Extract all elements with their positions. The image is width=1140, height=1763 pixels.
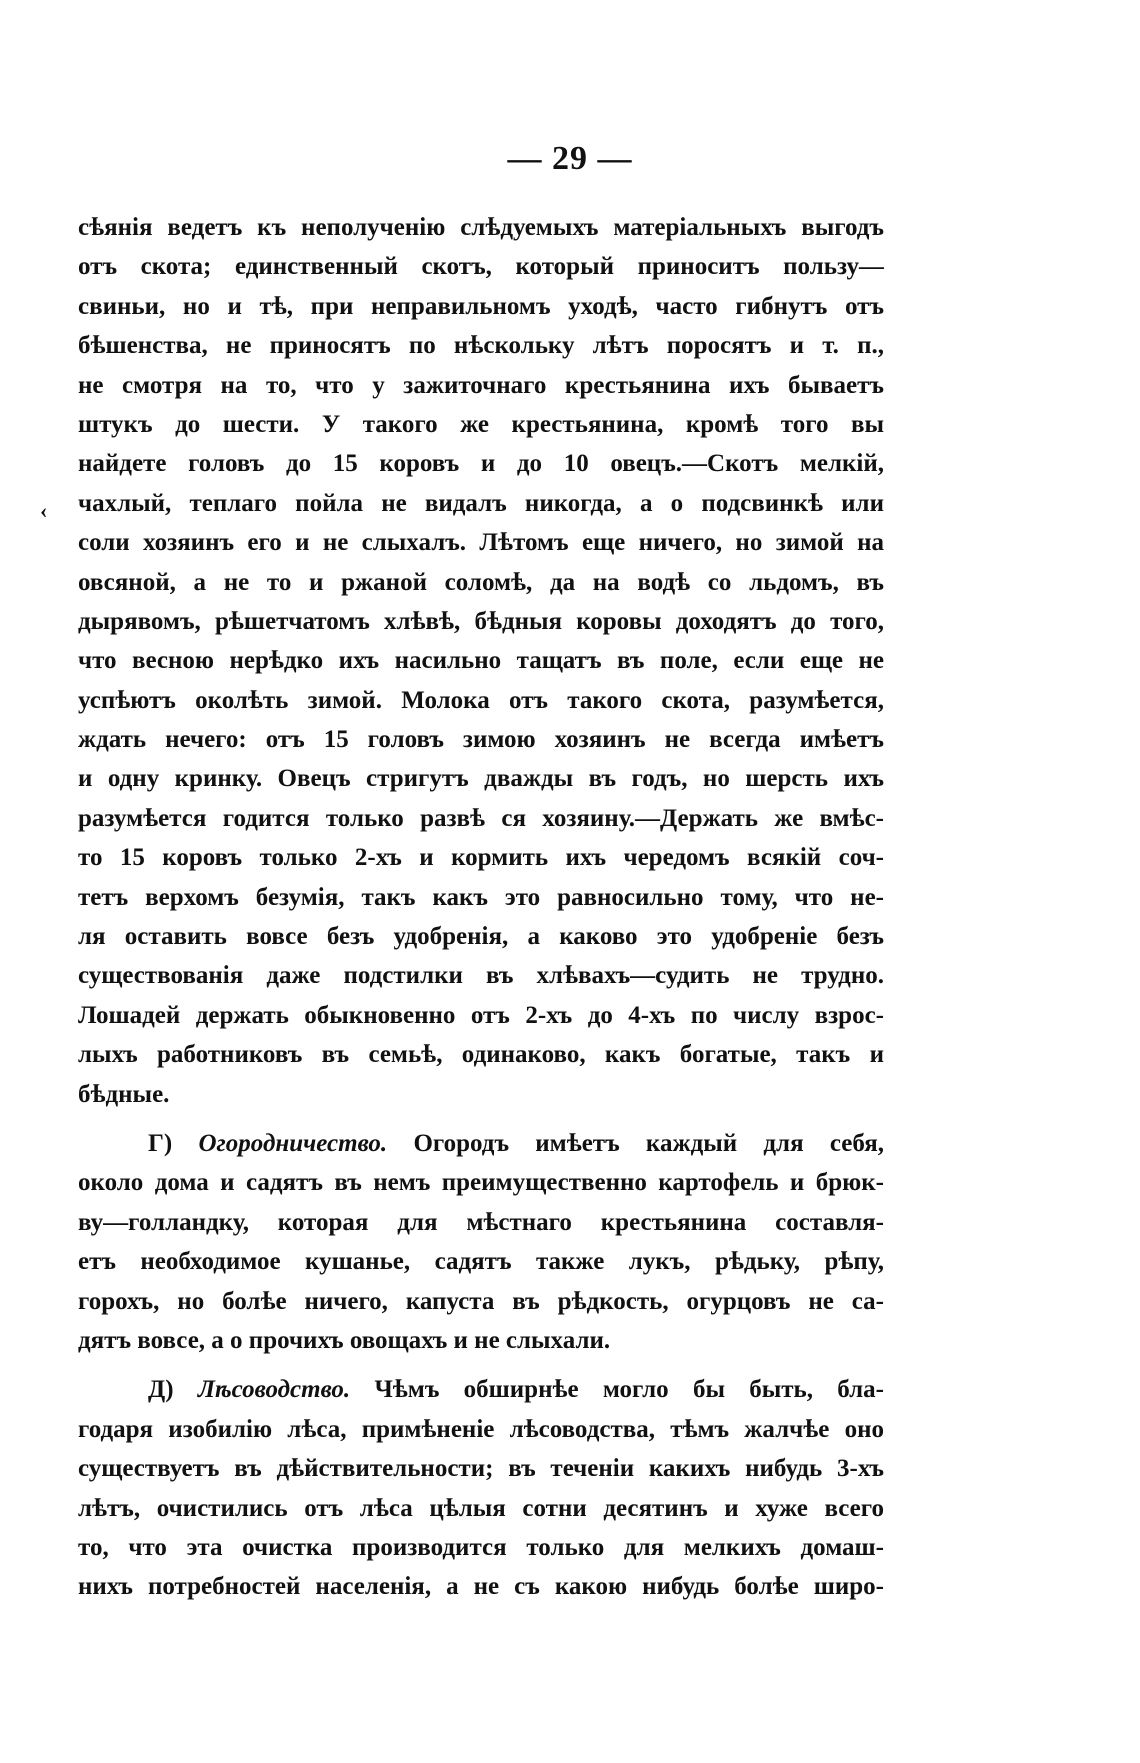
section-gardening: [78, 1124, 884, 1360]
text-line: ля оставить вовсе безъ удобренія, а каково это удобреніе безъ: [78, 923, 884, 951]
text-line: что весною нерѣдко ихъ насильно тащатъ въ поле, если еще не: [78, 647, 884, 675]
text-line: дырявомъ, рѣшетчатомъ хлѣвѣ, бѣдныя коровы доходятъ до того,: [78, 607, 884, 635]
text-line: овсяной, а не то и ржаной соломѣ, да на водѣ со льдомъ, въ: [78, 568, 884, 596]
section-heading-line: [78, 1124, 884, 1163]
text-line: штукъ до шести. У такого же крестьянина, кромѣ того вы: [78, 410, 884, 438]
text-line: етъ необходимое кушанье, садятъ также лукъ, рѣдьку, рѣпу,: [78, 1248, 884, 1276]
text-line: то 15 коровъ только 2-хъ и кормить ихъ чередомъ всякій соч-: [78, 844, 884, 872]
text-line: годаря изобилію лѣса, примѣненіе лѣсоводства, тѣмъ жалчѣе оно: [78, 1415, 884, 1443]
text-line: отъ скота; единственный скотъ, который приноситъ пользу—: [78, 253, 884, 281]
text-line: разумѣется годится только развѣ ся хозяину.—Держать же вмѣс-: [78, 804, 884, 832]
text-line: Лошадей держать обыкновенно отъ 2-хъ до 4-хъ по числу взрос-: [78, 1001, 884, 1029]
text-line: сѣянія ведетъ къ неполученію слѣдуемыхъ матеріальныхъ выгодъ: [78, 214, 884, 241]
text-line: горохъ, но болѣе ничего, капуста въ рѣдкость, огурцовъ не са-: [78, 1287, 884, 1315]
text-line: и одну кринку. Овецъ стригутъ дважды въ годъ, но шерсть ихъ: [78, 765, 884, 793]
section-label: Г): [148, 1129, 173, 1157]
section-title: Лѣсоводство.: [197, 1376, 351, 1404]
section-forestry: [78, 1370, 884, 1606]
text-line: нихъ потребностей населенія, а не съ какою нибудь болѣе широ-: [78, 1573, 884, 1601]
text-line: Чѣмъ обширнѣе могло бы быть, бла-: [374, 1376, 884, 1404]
section-title: Огородничество.: [198, 1129, 388, 1157]
text-line: свиньи, но и тѣ, при неправильномъ уходѣ, часто гибнутъ отъ: [78, 292, 884, 320]
text-line: лыхъ работниковъ въ семьѣ, одинаково, какъ богатые, такъ и: [78, 1041, 884, 1069]
text-line: существованія даже подстилки въ хлѣвахъ—судить не трудно.: [78, 962, 884, 990]
margin-mark: ‹: [40, 498, 48, 523]
text-line: дятъ вовсе, а о прочихъ овощахъ и не слыхали.: [78, 1326, 611, 1354]
text-line: Огородъ имѣетъ каждый для себя,: [413, 1129, 884, 1157]
text-line: успѣютъ околѣть зимой. Молока отъ такого скота, разумѣется,: [78, 686, 884, 714]
text-line: бѣдные.: [78, 1080, 170, 1108]
text-line: ву—голландку, которая для мѣстнаго крестьянина составля-: [78, 1208, 884, 1236]
text-line: тетъ верхомъ безумія, такъ какъ это равносильно тому, что не-: [78, 883, 884, 911]
text-line: то, что эта очистка производится только для мелкихъ домаш-: [78, 1533, 884, 1561]
section-label: Д): [148, 1376, 174, 1404]
text-line: найдете головъ до 15 коровъ и до 10 овецъ.—Скотъ мелкій,: [78, 450, 884, 478]
text-line: ждать нечего: отъ 15 головъ зимою хозяинъ не всегда имѣетъ: [78, 726, 884, 754]
body-text: [78, 208, 884, 1607]
text-line: не смотря на то, что у зажиточнаго крестьянина ихъ бываетъ: [78, 371, 884, 399]
page-number: — 29 —: [507, 140, 633, 177]
text-line: лѣтъ, очистились отъ лѣса цѣлыя сотни десятинъ и хуже всего: [78, 1494, 884, 1522]
paragraph-livestock: [78, 208, 884, 1114]
text-line: соли хозяинъ его и не слыхалъ. Лѣтомъ еще ничего, но зимой на: [78, 529, 884, 557]
text-line: чахлый, теплаго пойла не видалъ никогда, а о подсвинкѣ или: [78, 489, 884, 517]
text-line: существуетъ въ дѣйствительности; въ теченіи какихъ нибудь 3-хъ: [78, 1455, 884, 1483]
text-line: бѣшенства, не приносятъ по нѣскольку лѣтъ поросятъ и т. п.,: [78, 332, 884, 360]
section-heading-line: [78, 1370, 884, 1409]
text-line: около дома и садятъ въ немъ преимущественно картофель и брюк-: [78, 1169, 884, 1197]
